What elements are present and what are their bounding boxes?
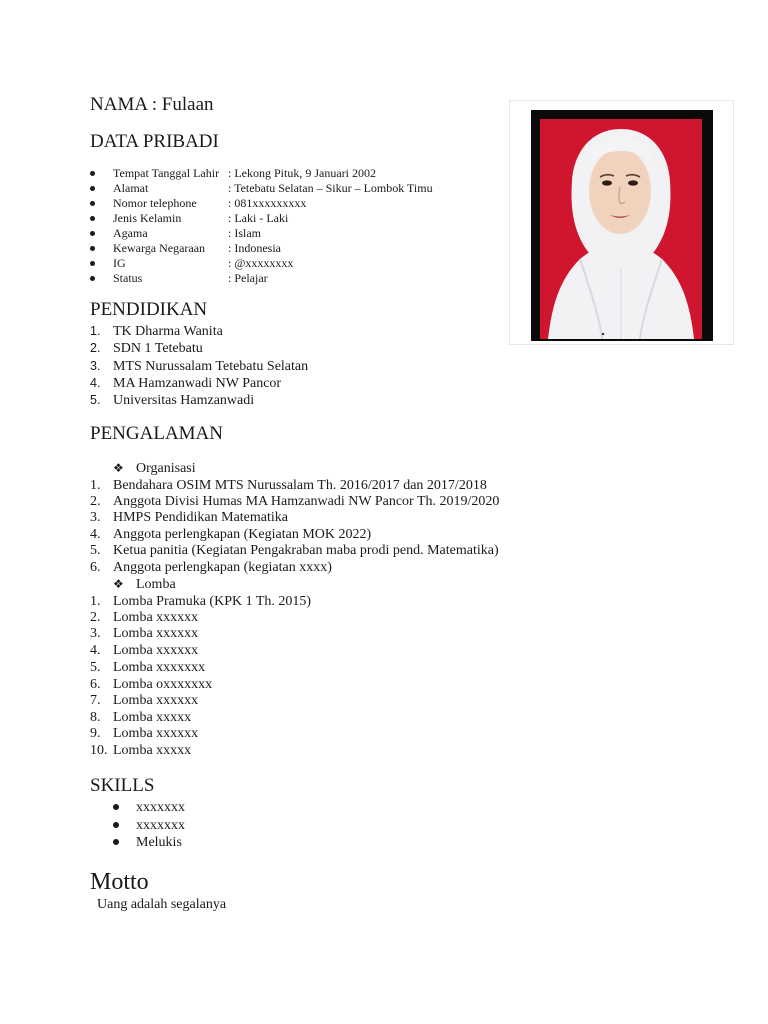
personal-value: : Islam [228, 226, 261, 240]
bullet-icon [113, 804, 119, 810]
bullet-icon [113, 822, 119, 828]
education-text: MA Hamzanwadi NW Pancor [113, 376, 282, 391]
subheading-label: Organisasi [136, 461, 196, 476]
personal-label: Status [113, 271, 143, 285]
list-number: 3. [90, 626, 101, 641]
personal-value: : @xxxxxxxx [228, 256, 294, 270]
list-number: 2. [90, 610, 101, 625]
list-number: 5. [90, 393, 101, 407]
organisasi-text: Anggota Divisi Humas MA Hamzanwadi NW Pancor Th. 2019/2020 [113, 494, 500, 509]
list-number: 6. [90, 677, 101, 692]
lomba-text: Lomba xxxxxx [113, 643, 199, 658]
organisasi-text: Anggota perlengkapan (Kegiatan MOK 2022) [113, 527, 372, 542]
skill-text: xxxxxxx [136, 800, 185, 815]
personal-value: : Laki - Laki [228, 211, 289, 225]
personal-label: Agama [113, 226, 148, 240]
bullet-icon [113, 839, 119, 845]
skill-text: xxxxxxx [136, 818, 185, 833]
bullet-icon [90, 276, 95, 281]
list-number: 10. [90, 743, 108, 758]
name-heading: NAMA : Fulaan [90, 94, 214, 115]
list-number: 7. [90, 693, 101, 708]
lomba-text: Lomba xxxxxxx [113, 660, 206, 675]
lomba-text: Lomba xxxxx [113, 710, 192, 725]
personal-label: Jenis Kelamin [113, 211, 182, 225]
list-number: 1. [90, 594, 101, 609]
subheading-label: Lomba [136, 577, 176, 592]
personal-value: : 081xxxxxxxxx [228, 196, 307, 210]
organisasi-text: Ketua panitia (Kegiatan Pengakraban maba prodi pend. Matematika) [113, 543, 499, 558]
lomba-text: Lomba xxxxxx [113, 693, 199, 708]
list-number: 1. [90, 324, 101, 338]
lomba-text: Lomba Pramuka (KPK 1 Th. 2015) [113, 594, 312, 609]
list-number: 5. [90, 660, 101, 675]
list-number: 9. [90, 726, 101, 741]
personal-label: Kewarga Negaraan [113, 241, 206, 255]
data-pribadi-heading: DATA PRIBADI [90, 131, 219, 152]
education-text: TK Dharma Wanita [113, 324, 223, 339]
diamond-bullet-icon: ❖ [113, 461, 124, 475]
bullet-icon [90, 171, 95, 176]
bullet-icon [90, 261, 95, 266]
skills-heading: SKILLS [90, 775, 155, 796]
lomba-text: Lomba xxxxx [113, 743, 192, 758]
bullet-icon [90, 216, 95, 221]
list-number: 3. [90, 359, 101, 373]
personal-value: : Indonesia [228, 241, 281, 255]
organisasi-text: HMPS Pendidikan Matematika [113, 510, 288, 525]
personal-value: : Lekong Pituk, 9 Januari 2002 [228, 166, 376, 180]
profile-photo [540, 119, 702, 339]
bullet-icon [90, 186, 95, 191]
pendidikan-heading: PENDIDIKAN [90, 299, 208, 320]
list-number: 8. [90, 710, 101, 725]
pengalaman-heading: PENGALAMAN [90, 423, 223, 444]
lomba-text: Lomba oxxxxxxx [113, 677, 213, 692]
education-text: Universitas Hamzanwadi [113, 393, 255, 408]
list-number: 6. [90, 560, 101, 575]
list-number: 2. [90, 494, 101, 509]
diamond-bullet-icon: ❖ [113, 577, 124, 591]
list-number: 1. [90, 478, 101, 493]
list-number: 3. [90, 510, 101, 525]
bullet-icon [90, 231, 95, 236]
personal-label: IG [113, 256, 126, 270]
list-number: 4. [90, 643, 101, 658]
personal-label: Tempat Tanggal Lahir [113, 166, 220, 180]
lomba-text: Lomba xxxxxx [113, 726, 199, 741]
list-number: 4. [90, 527, 101, 542]
motto-text: Uang adalah segalanya [97, 897, 227, 912]
personal-value: : Tetebatu Selatan – Sikur – Lombok Timu [228, 181, 433, 195]
education-text: MTS Nurussalam Tetebatu Selatan [113, 359, 309, 374]
organisasi-text: Anggota perlengkapan (kegiatan xxxx) [113, 560, 332, 575]
personal-value: : Pelajar [228, 271, 268, 285]
organisasi-text: Bendahara OSIM MTS Nurussalam Th. 2016/2017 dan 2017/2018 [113, 478, 487, 493]
bullet-icon [90, 246, 95, 251]
personal-label: Alamat [113, 181, 149, 195]
lomba-text: Lomba xxxxxx [113, 626, 199, 641]
bullet-icon [90, 201, 95, 206]
motto-heading: Motto [90, 869, 149, 895]
list-number: 5. [90, 543, 101, 558]
lomba-text: Lomba xxxxxx [113, 610, 199, 625]
skill-text: Melukis [136, 835, 182, 850]
personal-label: Nomor telephone [113, 196, 197, 210]
list-number: 2. [90, 341, 101, 355]
list-number: 4. [90, 376, 101, 390]
education-text: SDN 1 Tetebatu [113, 341, 203, 356]
